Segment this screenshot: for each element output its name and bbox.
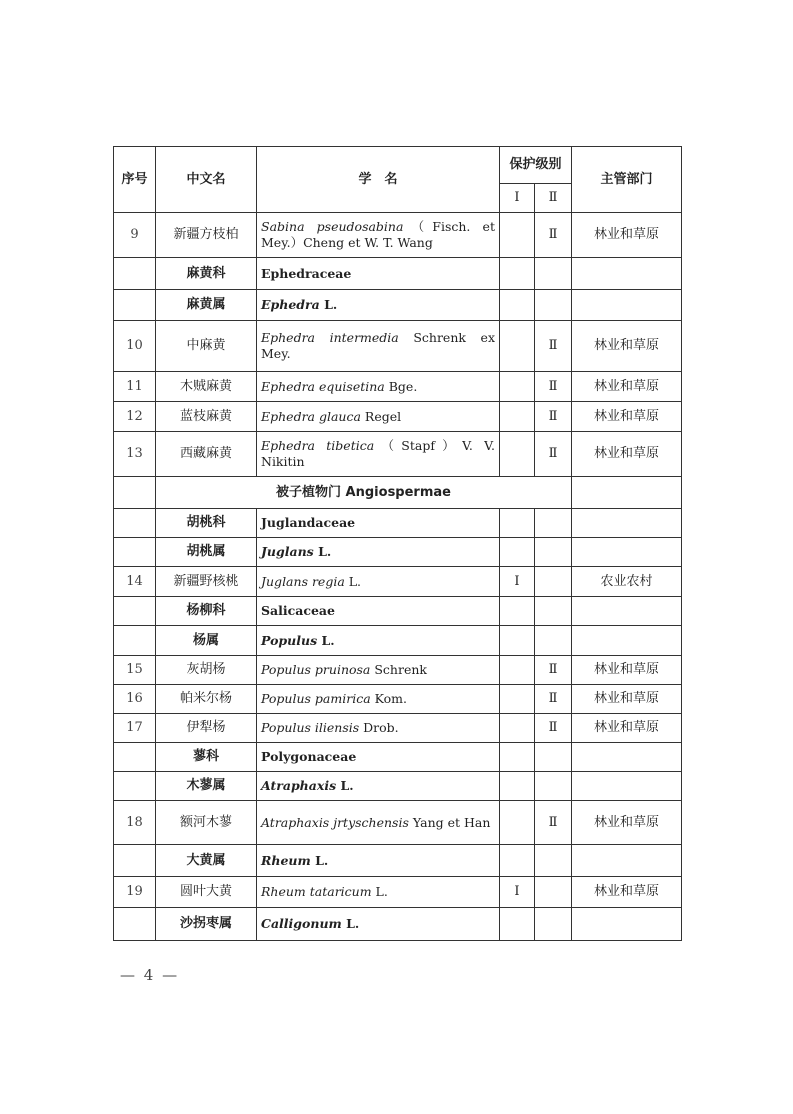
level-2-cell: Ⅱ	[535, 213, 572, 258]
sci-authority: L.	[371, 884, 388, 899]
row-number-cell	[114, 597, 156, 626]
row-number-cell	[114, 290, 156, 321]
sci-bold: L.	[313, 544, 332, 559]
level-2-cell: Ⅱ	[535, 685, 572, 714]
department-cell	[572, 772, 682, 801]
taxon-row	[114, 626, 682, 656]
level-1-cell	[500, 626, 535, 656]
sci-authority: Drob.	[359, 720, 399, 735]
species-row	[114, 321, 682, 372]
level-2-cell	[535, 597, 572, 626]
level-1-cell	[500, 432, 535, 477]
sci-bold: Polygonaceae	[261, 749, 357, 764]
sci-binomial: Sabina pseudosabina	[261, 219, 404, 234]
cn-name: 新疆方枝柏	[156, 213, 257, 258]
row-number-cell	[114, 626, 156, 656]
level-2-cell	[535, 877, 572, 908]
sci-bold: L.	[317, 632, 335, 648]
sci-authority: （Fisch. et Mey.）Cheng et W. T. Wang	[261, 219, 495, 250]
department-cell	[572, 290, 682, 321]
row-number-cell	[114, 743, 156, 772]
level-1-cell	[500, 908, 535, 941]
level-1-cell	[500, 509, 535, 538]
protected-plants-table	[113, 146, 682, 941]
cn-name: 胡桃属	[156, 538, 257, 567]
table-body	[114, 213, 682, 941]
sci-authority: （Stapf）V. V. Nikitin	[261, 438, 495, 469]
row-number: 14	[114, 567, 156, 597]
row-number: 11	[114, 372, 156, 402]
species-row	[114, 685, 682, 714]
header-row-1	[114, 147, 682, 184]
page-number: — 4 —	[120, 966, 180, 984]
cn-name: 大黄属	[156, 845, 257, 877]
sci-binomial: Ephedra tibetica	[261, 438, 375, 453]
level-2-cell: Ⅱ	[535, 321, 572, 372]
sci-binomial: Ephedra intermedia	[261, 330, 399, 345]
sci-name	[257, 213, 500, 258]
sci-name	[257, 714, 500, 743]
department-cell: 林业和草原	[572, 402, 682, 432]
sci-genus: Ephedra	[261, 297, 320, 312]
sci-binomial: Juglans regia	[261, 573, 345, 589]
taxon-row	[114, 845, 682, 877]
species-row	[114, 877, 682, 908]
level-1-cell	[500, 321, 535, 372]
level-1-cell	[500, 258, 535, 290]
taxon-row	[114, 597, 682, 626]
row-number-cell	[114, 477, 156, 509]
taxon-row	[114, 538, 682, 567]
cn-name: 麻黄科	[156, 258, 257, 290]
sci-bold: Juglandaceae	[261, 515, 356, 530]
sci-binomial: Ephedra equisetina	[261, 378, 385, 394]
cn-name: 伊犁杨	[156, 714, 257, 743]
sci-name	[257, 321, 500, 372]
level-1-cell	[500, 538, 535, 567]
header-level-1: Ⅰ	[500, 184, 535, 213]
sci-name	[257, 597, 500, 626]
sci-genus: Populus	[261, 632, 318, 648]
level-1-cell	[500, 772, 535, 801]
department-cell: 农业农村	[572, 567, 682, 597]
sci-genus: Calligonum	[261, 916, 342, 931]
level-2-cell: Ⅱ	[535, 402, 572, 432]
sci-name	[257, 509, 500, 538]
department-cell	[572, 597, 682, 626]
species-row	[114, 432, 682, 477]
species-row	[114, 402, 682, 432]
header-department: 主管部门	[572, 147, 682, 213]
header-cn-name: 中文名	[156, 147, 257, 213]
department-cell: 林业和草原	[572, 321, 682, 372]
row-number-cell	[114, 845, 156, 877]
cn-name: 西藏麻黄	[156, 432, 257, 477]
cn-name: 胡桃科	[156, 509, 257, 538]
cn-name: 木贼麻黄	[156, 372, 257, 402]
sci-authority: Schrenk	[370, 662, 427, 677]
row-number: 13	[114, 432, 156, 477]
row-number: 12	[114, 402, 156, 432]
sci-name	[257, 258, 500, 290]
department-cell: 林业和草原	[572, 685, 682, 714]
taxon-row	[114, 509, 682, 538]
cn-name: 额河木蓼	[156, 801, 257, 845]
row-number: 19	[114, 877, 156, 908]
level-1-cell	[500, 685, 535, 714]
level-2-cell	[535, 538, 572, 567]
department-cell: 林业和草原	[572, 877, 682, 908]
header-protection-level: 保护级别	[500, 147, 572, 184]
row-number-cell	[114, 772, 156, 801]
row-number: 9	[114, 213, 156, 258]
level-1-cell	[500, 290, 535, 321]
sci-bold: L.	[336, 778, 354, 793]
level-2-cell: Ⅱ	[535, 656, 572, 685]
sci-bold: Ephedraceae	[261, 265, 352, 281]
sci-binomial: Ephedra glauca	[261, 408, 361, 424]
cn-name: 蓼科	[156, 743, 257, 772]
header-level-2: Ⅱ	[535, 184, 572, 213]
level-2-cell	[535, 258, 572, 290]
cn-name: 蓝枝麻黄	[156, 402, 257, 432]
level-2-cell	[535, 908, 572, 941]
level-2-cell	[535, 290, 572, 321]
sci-authority: Schrenk ex Mey.	[261, 330, 495, 361]
header-sci-name: 学 名	[257, 147, 500, 213]
taxon-row	[114, 743, 682, 772]
header-seq: 序号	[114, 147, 156, 213]
cn-name: 木蓼属	[156, 772, 257, 801]
department-cell	[572, 258, 682, 290]
level-1-cell	[500, 845, 535, 877]
department-cell	[572, 538, 682, 567]
sci-binomial: Populus pruinosa	[261, 662, 371, 677]
sci-name	[257, 290, 500, 321]
sci-name	[257, 432, 500, 477]
sci-bold: L.	[310, 852, 329, 868]
level-2-cell	[535, 509, 572, 538]
sci-authority: Yang et Han	[408, 814, 491, 830]
department-cell: 林业和草原	[572, 432, 682, 477]
department-cell	[572, 743, 682, 772]
taxon-row	[114, 908, 682, 941]
department-cell: 林业和草原	[572, 372, 682, 402]
section-label: 被子植物门 Angiospermae	[156, 477, 572, 509]
sci-bold: Salicaceae	[261, 603, 335, 618]
taxon-row	[114, 258, 682, 290]
department-cell	[572, 908, 682, 941]
row-number: 15	[114, 656, 156, 685]
sci-name	[257, 567, 500, 597]
department-cell: 林业和草原	[572, 656, 682, 685]
level-2-cell	[535, 567, 572, 597]
sci-name	[257, 801, 500, 845]
cn-name: 麻黄属	[156, 290, 257, 321]
cn-name: 杨属	[156, 626, 257, 656]
sci-name	[257, 538, 500, 567]
sci-name	[257, 685, 500, 714]
level-1-cell	[500, 402, 535, 432]
level-1-cell	[500, 597, 535, 626]
taxon-row	[114, 290, 682, 321]
sci-name	[257, 877, 500, 908]
level-1-cell	[500, 656, 535, 685]
department-cell	[572, 845, 682, 877]
sci-binomial: Populus iliensis	[261, 720, 360, 735]
cn-name: 灰胡杨	[156, 656, 257, 685]
sci-name	[257, 656, 500, 685]
department-cell: 林业和草原	[572, 801, 682, 845]
taxon-row	[114, 772, 682, 801]
cn-name: 圆叶大黄	[156, 877, 257, 908]
cn-name: 帕米尔杨	[156, 685, 257, 714]
sci-name	[257, 908, 500, 941]
row-number: 17	[114, 714, 156, 743]
sci-binomial: Rheum tataricum	[261, 884, 372, 899]
cn-name: 新疆野核桃	[156, 567, 257, 597]
species-row	[114, 801, 682, 845]
department-cell: 林业和草原	[572, 714, 682, 743]
sci-name	[257, 845, 500, 877]
department-cell: 林业和草原	[572, 213, 682, 258]
sci-bold: L.	[341, 916, 360, 931]
section-row	[114, 477, 682, 509]
row-number: 16	[114, 685, 156, 714]
row-number-cell	[114, 908, 156, 941]
cn-name: 杨柳科	[156, 597, 257, 626]
level-1-cell	[500, 801, 535, 845]
row-number-cell	[114, 509, 156, 538]
level-2-cell: Ⅱ	[535, 372, 572, 402]
sci-authority: L.	[344, 573, 362, 589]
level-2-cell	[535, 772, 572, 801]
level-2-cell	[535, 845, 572, 877]
sci-bold: L.	[319, 297, 338, 312]
sci-name	[257, 372, 500, 402]
species-row	[114, 213, 682, 258]
sci-genus: Rheum	[261, 852, 311, 868]
cn-name: 沙拐枣属	[156, 908, 257, 941]
sci-binomial: Atraphaxis jrtyschensis	[261, 814, 409, 830]
sci-genus: Juglans	[261, 544, 314, 559]
sci-binomial: Populus pamirica	[261, 691, 371, 706]
sci-genus: Atraphaxis	[261, 778, 337, 793]
species-row	[114, 714, 682, 743]
sci-name	[257, 743, 500, 772]
level-2-cell: Ⅱ	[535, 714, 572, 743]
row-number-cell	[114, 258, 156, 290]
department-cell	[572, 626, 682, 656]
species-row	[114, 372, 682, 402]
level-1-cell	[500, 213, 535, 258]
sci-authority: Kom.	[370, 691, 407, 706]
level-2-cell	[535, 626, 572, 656]
sci-name	[257, 626, 500, 656]
sci-name	[257, 772, 500, 801]
level-2-cell	[535, 743, 572, 772]
level-1-cell: Ⅰ	[500, 877, 535, 908]
sci-authority: Bge.	[384, 378, 418, 394]
species-row	[114, 567, 682, 597]
cn-name: 中麻黄	[156, 321, 257, 372]
sci-name	[257, 402, 500, 432]
level-2-cell: Ⅱ	[535, 801, 572, 845]
level-1-cell: Ⅰ	[500, 567, 535, 597]
row-number-cell	[114, 538, 156, 567]
department-cell	[572, 509, 682, 538]
level-1-cell	[500, 714, 535, 743]
sci-authority: Regel	[360, 408, 402, 424]
row-number: 10	[114, 321, 156, 372]
level-1-cell	[500, 372, 535, 402]
level-2-cell: Ⅱ	[535, 432, 572, 477]
department-cell	[572, 477, 682, 509]
row-number: 18	[114, 801, 156, 845]
level-1-cell	[500, 743, 535, 772]
species-row	[114, 656, 682, 685]
